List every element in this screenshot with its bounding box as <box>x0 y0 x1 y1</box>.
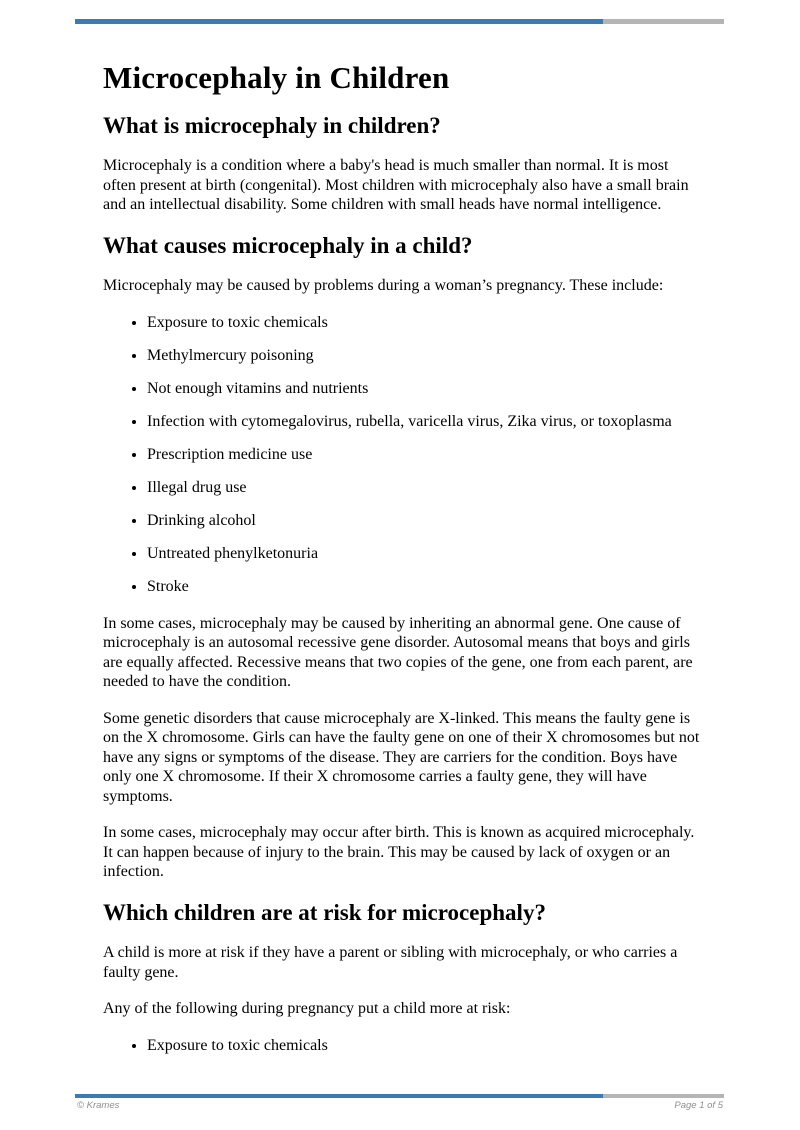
list-item: • Drinking alcohol <box>147 511 703 531</box>
document-content <box>103 24 703 1073</box>
page-footer <box>77 1100 723 1111</box>
paragraph: Any of the following during pregnancy put a child more at risk: <box>103 1000 511 1018</box>
causes-list <box>103 313 703 597</box>
paragraph: In some cases, microcephaly may be caused by inheriting an abnormal gene. One cause of microcephaly is an autosomal recessive gene disorder. Autosomal means that boys and girls are equally affected. Recessive means that two copies of the gene, one from each parent, are needed to have the condition. <box>103 614 693 691</box>
copyright-text: © Krames <box>77 1100 120 1111</box>
page-number: Page 1 of 5 <box>674 1100 723 1111</box>
list-item: • Methylmercury poisoning <box>147 346 703 366</box>
section-heading-what-is: What is microcephaly in children? <box>103 112 441 138</box>
list-item: • Not enough vitamins and nutrients <box>147 379 703 399</box>
divider-gray-segment <box>603 1094 724 1098</box>
footer-divider-bar <box>75 1094 724 1098</box>
section-heading-risk: Which children are at risk for microcephaly? <box>103 899 546 925</box>
paragraph: Some genetic disorders that cause microcephaly are X-linked. This means the faulty gene is on the X chromosome. Girls can have the faulty gene on one of their X chromosomes but not have any signs or symptoms of the disease. They are carriers for the condition. Boys have only one X chromosome. If their X chromosome carries a faulty gene, they will have symptoms. <box>103 709 700 805</box>
divider-blue-segment <box>75 1094 603 1098</box>
section-heading-causes: What causes microcephaly in a child? <box>103 232 473 258</box>
list-item: • Stroke <box>147 577 703 597</box>
paragraph: Microcephaly is a condition where a baby's head is much smaller than normal. It is most often present at birth (congenital). Most children with microcephaly also have a small brain and an intellectual disability. Some children with small heads have normal intelligence. <box>103 157 689 214</box>
list-item: • Exposure to toxic chemicals <box>147 313 703 333</box>
list-item: • Infection with cytomegalovirus, rubella, varicella virus, Zika virus, or toxoplasma <box>147 412 703 432</box>
list-item: • Illegal drug use <box>147 478 703 498</box>
paragraph: Microcephaly may be caused by problems during a woman’s pregnancy. These include: <box>103 277 664 295</box>
list-item: • Untreated phenylketonuria <box>147 544 703 564</box>
risk-list <box>103 1036 703 1056</box>
paragraph: In some cases, microcephaly may occur after birth. This is known as acquired microcephaly. It can happen because of injury to the brain. This may be caused by lack of oxygen or an infection. <box>103 824 695 881</box>
paragraph: A child is more at risk if they have a parent or sibling with microcephaly, or who carries a faulty gene. <box>103 944 678 981</box>
list-item: • Exposure to toxic chemicals <box>147 1036 703 1056</box>
document-title: Microcephaly in Children <box>103 60 450 95</box>
list-item: • Prescription medicine use <box>147 445 703 465</box>
